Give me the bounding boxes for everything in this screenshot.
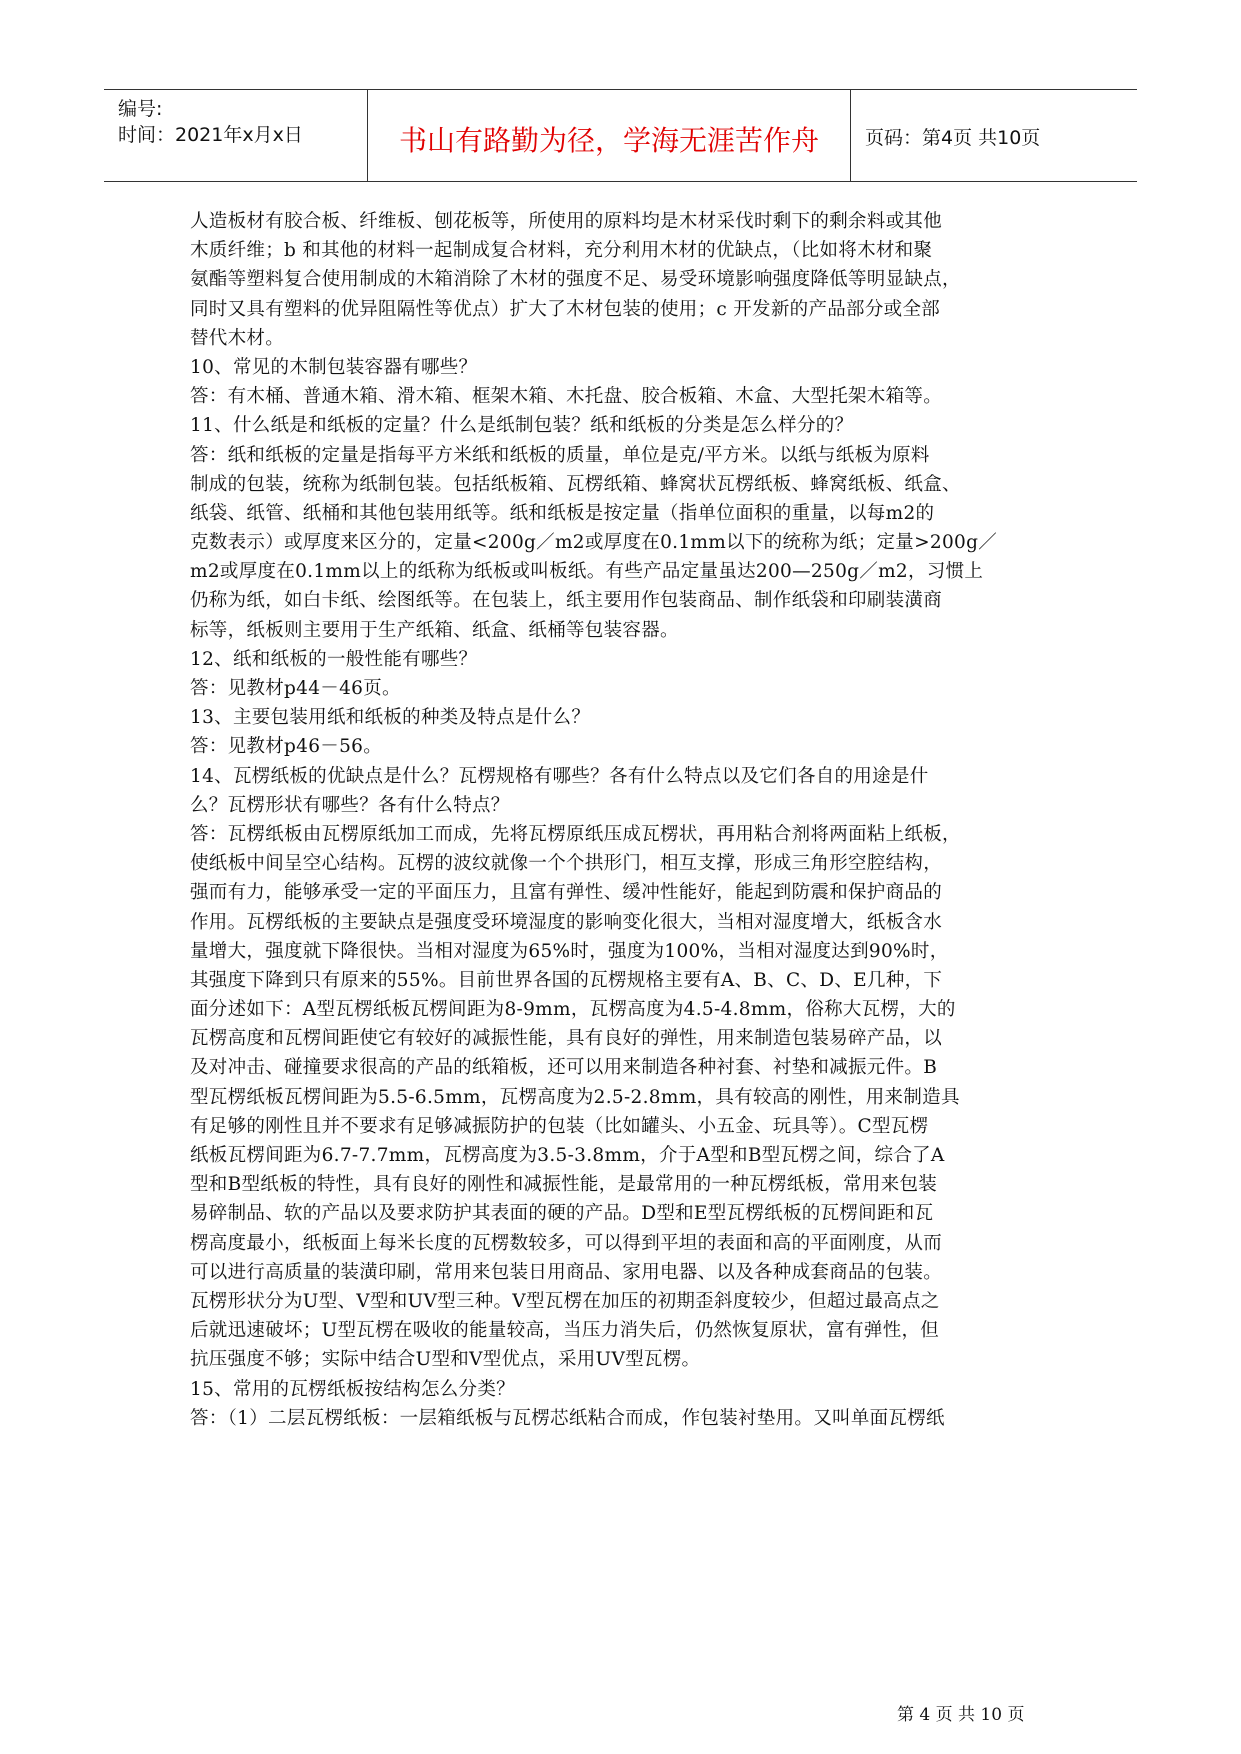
page-header: [104, 89, 1137, 182]
text-line: 强而有力，能够承受一定的平面压力，且富有弹性、缓冲性能好，能起到防震和保护商品的: [190, 882, 943, 904]
text-line: 使纸板中间呈空心结构。瓦楞的波纹就像一个个拱形门，相互支撑，形成三角形空腔结构，: [190, 853, 943, 875]
document-number-label: 编号:: [118, 98, 163, 120]
text-line: 标等，纸板则主要用于生产纸箱、纸盒、纸桶等包装容器。: [190, 619, 679, 641]
text-line: 么？瓦楞形状有哪些？各有什么特点？: [190, 794, 510, 816]
text-line: 型和B型纸板的特性，具有良好的刚性和减振性能，是最常用的一种瓦楞纸板，常用来包装: [190, 1174, 938, 1196]
header-motto-cell: [368, 90, 851, 181]
text-line: 15、常用的瓦楞纸板按结构怎么分类？: [190, 1378, 515, 1400]
text-line: 可以进行高质量的装潢印刷，常用来包装日用商品、家用电器、以及各种成套商品的包装。: [190, 1261, 943, 1283]
text-line: 面分述如下：A型瓦楞纸板瓦楞间距为8-9mm，瓦楞高度为4.5-4.8mm，俗称大瓦楞，大的: [190, 999, 956, 1021]
header-page-code: 页码：第4页 共10页: [865, 127, 1041, 149]
text-line: 易碎制品、软的产品以及要求防护其表面的硬的产品。D型和E型瓦楞纸板的瓦楞间距和瓦: [190, 1203, 934, 1225]
text-line: 答：瓦楞纸板由瓦楞原纸加工而成，先将瓦楞原纸压成瓦楞状，再用粘合剂将两面粘上纸板，: [190, 823, 961, 845]
text-line: 同时又具有塑料的优异阻隔性等优点）扩大了木材包装的使用；c 开发新的产品部分或全部: [190, 298, 941, 320]
text-line: 氨酯等塑料复合使用制成的木箱消除了木材的强度不足、易受环境影响强度降低等明显缺点，: [190, 269, 961, 291]
text-line: 作用。瓦楞纸板的主要缺点是强度受环境湿度的影响变化很大，当相对湿度增大，纸板含水: [190, 911, 943, 933]
text-line: 抗压强度不够；实际中结合U型和V型优点，采用UV型瓦楞。: [190, 1349, 701, 1371]
text-line: 楞高度最小，纸板面上每米长度的瓦楞数较多，可以得到平坦的表面和高的平面刚度，从而: [190, 1232, 943, 1254]
text-line: 答：见教材p46－56。: [190, 736, 383, 758]
text-line: 12、纸和纸板的一般性能有哪些？: [190, 648, 478, 670]
document-body: [190, 207, 1050, 1433]
text-line: 替代木材。: [190, 327, 285, 349]
header-info-cell: [104, 90, 368, 181]
text-line: 瓦楞形状分为U型、V型和UV型三种。V型瓦楞在加压的初期歪斜度较少，但超过最高点之: [190, 1290, 940, 1312]
text-line: 纸板瓦楞间距为6.7-7.7mm，瓦楞高度为3.5-3.8mm，介于A型和B型瓦楞之间，综合了A: [190, 1145, 945, 1166]
page-footer: 第 4 页 共 10 页: [897, 1705, 1025, 1725]
text-line: 及对冲击、碰撞要求很高的产品的纸箱板，还可以用来制造各种衬套、衬垫和减振元件。B: [190, 1057, 938, 1079]
text-line: 有足够的刚性且并不要求有足够减振防护的包装（比如罐头、小五金、玩具等）。C型瓦楞: [190, 1115, 929, 1137]
text-line: 其强度下降到只有原来的55%。目前世界各国的瓦楞规格主要有A、B、C、D、E几种，下: [190, 969, 943, 991]
text-line: 答：（1）二层瓦楞纸板：一层箱纸板与瓦楞芯纸粘合而成，作包装衬垫用。又叫单面瓦楞纸: [190, 1407, 945, 1429]
text-line: 制成的包装，统称为纸制包装。包括纸板箱、瓦楞纸箱、蜂窝状瓦楞纸板、蜂窝纸板、纸盒、: [190, 473, 961, 495]
text-line: 后就迅速破坏；U型瓦楞在吸收的能量较高，当压力消失后，仍然恢复原状，富有弹性，但: [190, 1320, 940, 1342]
text-line: 人造板材有胶合板、纤维板、刨花板等，所使用的原料均是木材采伐时剩下的剩余料或其他: [190, 211, 943, 232]
text-line: 14、瓦楞纸板的优缺点是什么？瓦楞规格有哪些？各有什么特点以及它们各自的用途是什: [190, 765, 929, 787]
header-motto: 书山有路勤为径，学海无涯苦作舟: [398, 124, 819, 157]
text-line: 克数表示）或厚度来区分的，定量<200g／m2或厚度在0.1mm以下的统称为纸；定量>200g／: [190, 532, 998, 554]
text-line: 11、什么纸是和纸板的定量？什么是纸制包装？纸和纸板的分类是怎么样分的？: [190, 415, 854, 437]
text-line: 瓦楞高度和瓦楞间距使它有较好的减振性能，具有良好的弹性，用来制造包装易碎产品，以: [190, 1028, 943, 1050]
text-line: 纸袋、纸管、纸桶和其他包装用纸等。纸和纸板是按定量（指单位面积的重量，以每m2的: [190, 502, 935, 524]
text-line: 木质纤维；b 和其他的材料一起制成复合材料，充分利用木材的优缺点，（比如将木材和聚: [190, 240, 933, 262]
text-line: 型瓦楞纸板瓦楞间距为5.5-6.5mm，瓦楞高度为2.5-2.8mm，具有较高的刚性，用来制造具: [190, 1086, 960, 1108]
text-line: m2或厚度在0.1mm以上的纸称为纸板或叫板纸。有些产品定量虽达200—250g／m2，习惯上: [190, 561, 984, 583]
text-line: 量增大，强度就下降很快。当相对湿度为65%时，强度为100%，当相对湿度达到90%时，: [190, 940, 949, 962]
text-line: 答：纸和纸板的定量是指每平方米纸和纸板的质量，单位是克/平方米。以纸与纸板为原料: [190, 444, 930, 466]
text-line: 仍称为纸，如白卡纸、绘图纸等。在包装上，纸主要用作包装商品、制作纸袋和印刷装潢商: [190, 590, 943, 612]
document-time-label: 时间：2021年x月x日: [118, 124, 303, 146]
text-line: 13、主要包装用纸和纸板的种类及特点是什么？: [190, 707, 591, 729]
header-page-cell: [851, 90, 1137, 181]
text-line: 10、常见的木制包装容器有哪些？: [190, 356, 478, 378]
text-line: 答：见教材p44－46页。: [190, 678, 401, 699]
text-line: 答：有木桶、普通木箱、滑木箱、框架木箱、木托盘、胶合板箱、木盒、大型托架木箱等。: [190, 386, 943, 408]
